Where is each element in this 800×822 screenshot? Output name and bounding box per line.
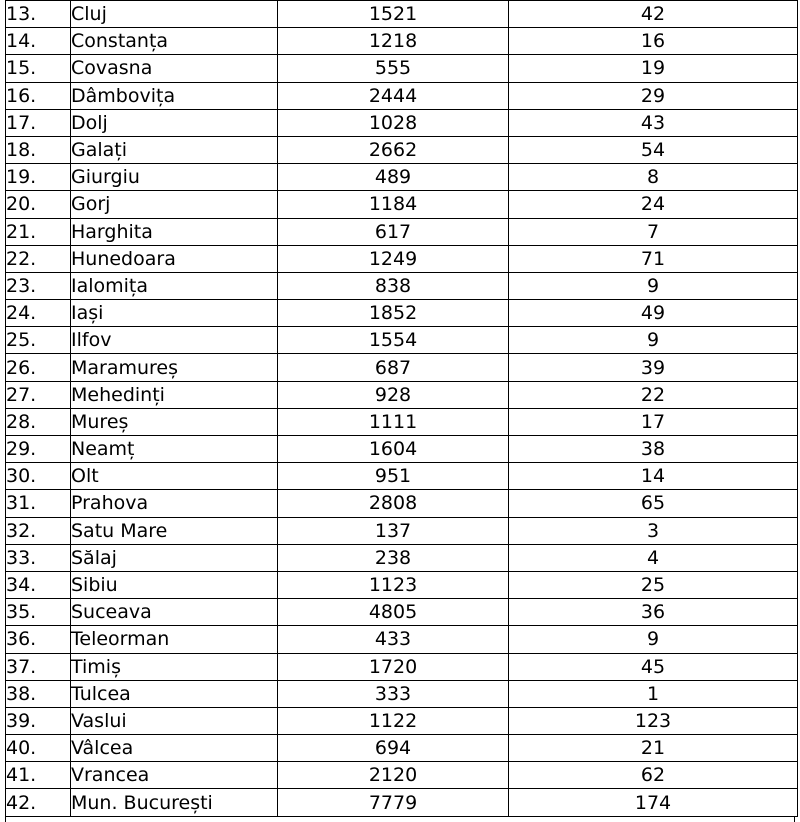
table-row xyxy=(6,789,798,816)
row-number-cell: 18. xyxy=(6,136,71,163)
table-row xyxy=(6,436,798,463)
value-b-cell: 9 xyxy=(509,626,798,653)
table-continuation xyxy=(5,816,795,822)
county-table xyxy=(5,0,798,817)
value-a-cell: 951 xyxy=(278,463,509,490)
value-b-cell: 49 xyxy=(509,300,798,327)
table-row xyxy=(6,218,798,245)
value-a-cell: 238 xyxy=(278,544,509,571)
county-name-cell: Neamț xyxy=(71,436,278,463)
table-row xyxy=(6,1,798,28)
row-number-cell: 16. xyxy=(6,82,71,109)
row-number-cell: 35. xyxy=(6,599,71,626)
value-b-cell: 24 xyxy=(509,191,798,218)
value-b-cell: 16 xyxy=(509,28,798,55)
value-a-cell: 1604 xyxy=(278,436,509,463)
row-number-cell: 32. xyxy=(6,517,71,544)
value-b-cell: 25 xyxy=(509,571,798,598)
row-number-cell: 24. xyxy=(6,300,71,327)
table-row xyxy=(6,408,798,435)
county-name-cell: Tulcea xyxy=(71,680,278,707)
table-row xyxy=(6,599,798,626)
table-row xyxy=(6,300,798,327)
value-b-cell: 17 xyxy=(509,408,798,435)
row-number-cell: 15. xyxy=(6,55,71,82)
table-row xyxy=(6,164,798,191)
value-a-cell: 2808 xyxy=(278,490,509,517)
row-number-cell: 13. xyxy=(6,1,71,28)
value-a-cell: 1184 xyxy=(278,191,509,218)
county-name-cell: Giurgiu xyxy=(71,164,278,191)
county-name-cell: Mehedinți xyxy=(71,381,278,408)
value-a-cell: 1720 xyxy=(278,653,509,680)
row-number-cell: 21. xyxy=(6,218,71,245)
value-b-cell: 71 xyxy=(509,245,798,272)
value-b-cell: 36 xyxy=(509,599,798,626)
county-name-cell: Vaslui xyxy=(71,707,278,734)
county-name-cell: Ilfov xyxy=(71,327,278,354)
table-body xyxy=(6,1,798,817)
row-number-cell: 31. xyxy=(6,490,71,517)
row-number-cell: 30. xyxy=(6,463,71,490)
value-b-cell: 9 xyxy=(509,272,798,299)
value-b-cell: 7 xyxy=(509,218,798,245)
value-b-cell: 22 xyxy=(509,381,798,408)
county-name-cell: Satu Mare xyxy=(71,517,278,544)
table-row xyxy=(6,571,798,598)
row-number-cell: 26. xyxy=(6,354,71,381)
row-number-cell: 19. xyxy=(6,164,71,191)
table-row xyxy=(6,272,798,299)
value-b-cell: 123 xyxy=(509,707,798,734)
row-number-cell: 38. xyxy=(6,680,71,707)
value-b-cell: 3 xyxy=(509,517,798,544)
value-b-cell: 4 xyxy=(509,544,798,571)
county-name-cell: Dolj xyxy=(71,109,278,136)
county-name-cell: Olt xyxy=(71,463,278,490)
county-name-cell: Vrancea xyxy=(71,762,278,789)
county-name-cell: Cluj xyxy=(71,1,278,28)
value-a-cell: 2662 xyxy=(278,136,509,163)
value-b-cell: 43 xyxy=(509,109,798,136)
value-b-cell: 62 xyxy=(509,762,798,789)
table-row xyxy=(6,680,798,707)
table-row xyxy=(6,55,798,82)
value-a-cell: 687 xyxy=(278,354,509,381)
row-number-cell: 42. xyxy=(6,789,71,816)
table-row xyxy=(6,735,798,762)
value-b-cell: 21 xyxy=(509,735,798,762)
table-row xyxy=(6,136,798,163)
row-number-cell: 39. xyxy=(6,707,71,734)
row-number-cell: 23. xyxy=(6,272,71,299)
county-name-cell: Prahova xyxy=(71,490,278,517)
table-row xyxy=(6,354,798,381)
table-row xyxy=(6,762,798,789)
value-a-cell: 137 xyxy=(278,517,509,544)
value-a-cell: 1554 xyxy=(278,327,509,354)
value-b-cell: 38 xyxy=(509,436,798,463)
county-name-cell: Galați xyxy=(71,136,278,163)
county-name-cell: Hunedoara xyxy=(71,245,278,272)
value-a-cell: 2120 xyxy=(278,762,509,789)
row-number-cell: 41. xyxy=(6,762,71,789)
value-b-cell: 29 xyxy=(509,82,798,109)
county-name-cell: Suceava xyxy=(71,599,278,626)
value-b-cell: 39 xyxy=(509,354,798,381)
value-a-cell: 928 xyxy=(278,381,509,408)
value-a-cell: 333 xyxy=(278,680,509,707)
value-a-cell: 7779 xyxy=(278,789,509,816)
row-number-cell: 17. xyxy=(6,109,71,136)
table-row xyxy=(6,463,798,490)
table-row xyxy=(6,653,798,680)
county-name-cell: Maramureș xyxy=(71,354,278,381)
value-a-cell: 489 xyxy=(278,164,509,191)
row-number-cell: 29. xyxy=(6,436,71,463)
row-number-cell: 28. xyxy=(6,408,71,435)
county-name-cell: Sălaj xyxy=(71,544,278,571)
row-number-cell: 37. xyxy=(6,653,71,680)
table-row xyxy=(6,327,798,354)
row-number-cell: 20. xyxy=(6,191,71,218)
value-a-cell: 1111 xyxy=(278,408,509,435)
row-number-cell: 36. xyxy=(6,626,71,653)
county-name-cell: Teleorman xyxy=(71,626,278,653)
table-row xyxy=(6,381,798,408)
row-number-cell: 14. xyxy=(6,28,71,55)
value-a-cell: 1521 xyxy=(278,1,509,28)
value-a-cell: 617 xyxy=(278,218,509,245)
row-number-cell: 34. xyxy=(6,571,71,598)
value-b-cell: 42 xyxy=(509,1,798,28)
county-name-cell: Dâmbovița xyxy=(71,82,278,109)
table-row xyxy=(6,191,798,218)
value-a-cell: 1123 xyxy=(278,571,509,598)
table-row xyxy=(6,626,798,653)
value-b-cell: 1 xyxy=(509,680,798,707)
value-b-cell: 65 xyxy=(509,490,798,517)
county-name-cell: Timiș xyxy=(71,653,278,680)
value-b-cell: 45 xyxy=(509,653,798,680)
county-name-cell: Sibiu xyxy=(71,571,278,598)
row-number-cell: 22. xyxy=(6,245,71,272)
value-a-cell: 1249 xyxy=(278,245,509,272)
row-number-cell: 25. xyxy=(6,327,71,354)
value-a-cell: 1852 xyxy=(278,300,509,327)
county-name-cell: Constanța xyxy=(71,28,278,55)
table-row xyxy=(6,109,798,136)
row-number-cell: 40. xyxy=(6,735,71,762)
county-name-cell: Mun. București xyxy=(71,789,278,816)
table-row xyxy=(6,82,798,109)
county-name-cell: Gorj xyxy=(71,191,278,218)
value-a-cell: 838 xyxy=(278,272,509,299)
value-b-cell: 19 xyxy=(509,55,798,82)
value-a-cell: 1028 xyxy=(278,109,509,136)
table-row xyxy=(6,490,798,517)
county-name-cell: Mureș xyxy=(71,408,278,435)
value-b-cell: 14 xyxy=(509,463,798,490)
value-a-cell: 4805 xyxy=(278,599,509,626)
county-name-cell: Vâlcea xyxy=(71,735,278,762)
value-b-cell: 8 xyxy=(509,164,798,191)
value-a-cell: 694 xyxy=(278,735,509,762)
table-row xyxy=(6,517,798,544)
value-b-cell: 174 xyxy=(509,789,798,816)
value-a-cell: 2444 xyxy=(278,82,509,109)
table-row xyxy=(6,245,798,272)
value-b-cell: 54 xyxy=(509,136,798,163)
table-row xyxy=(6,28,798,55)
county-name-cell: Harghita xyxy=(71,218,278,245)
county-name-cell: Covasna xyxy=(71,55,278,82)
value-a-cell: 555 xyxy=(278,55,509,82)
value-a-cell: 1122 xyxy=(278,707,509,734)
row-number-cell: 33. xyxy=(6,544,71,571)
row-number-cell: 27. xyxy=(6,381,71,408)
table-row xyxy=(6,544,798,571)
value-a-cell: 1218 xyxy=(278,28,509,55)
table-row xyxy=(6,707,798,734)
county-name-cell: Iași xyxy=(71,300,278,327)
county-name-cell: Ialomița xyxy=(71,272,278,299)
value-b-cell: 9 xyxy=(509,327,798,354)
value-a-cell: 433 xyxy=(278,626,509,653)
